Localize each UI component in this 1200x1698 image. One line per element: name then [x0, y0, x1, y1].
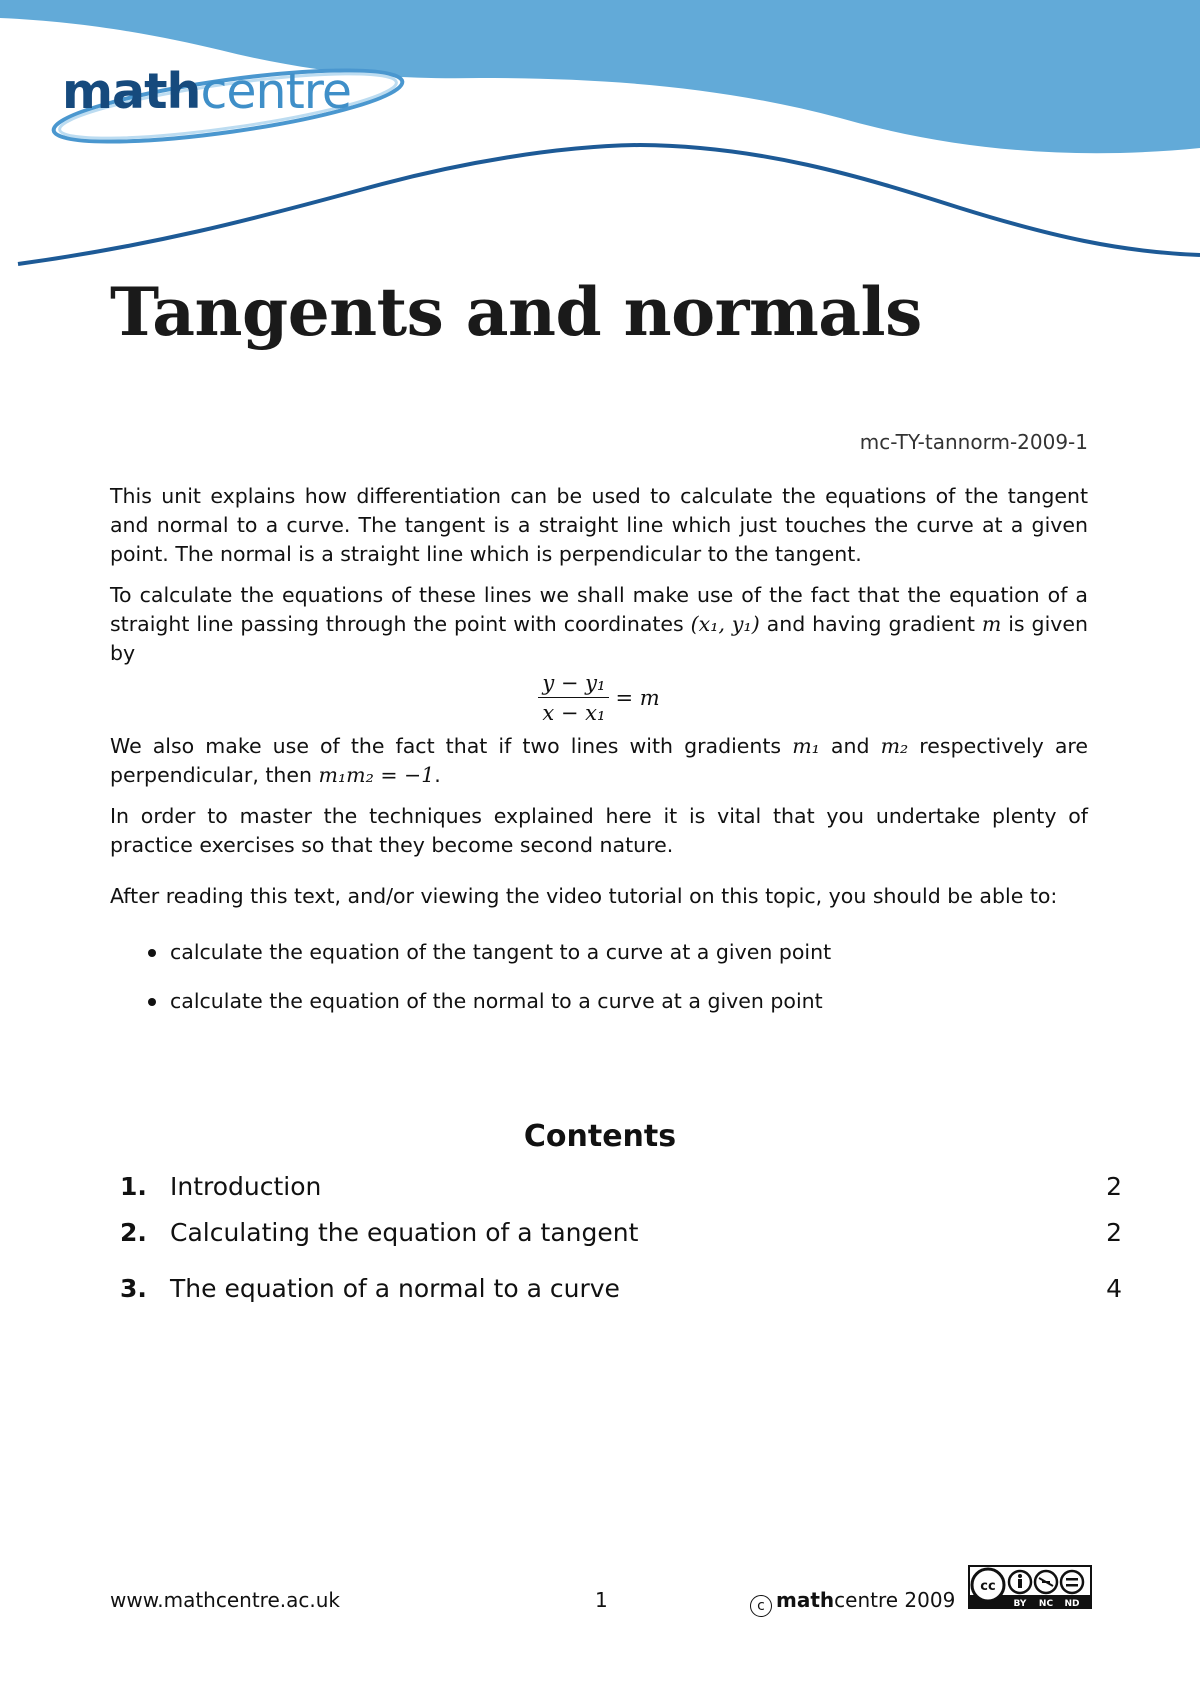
introduction-text [110, 482, 1088, 1037]
paragraph-straight-line [110, 581, 1088, 668]
text-segment: . [434, 763, 441, 787]
text-segment: respectively are perpendicular, then [110, 734, 1088, 787]
license-label: NC [1038, 1599, 1054, 1609]
mathcentre-logo [62, 62, 351, 122]
table-of-contents [120, 1172, 1122, 1320]
logo-math-text: math [62, 63, 201, 120]
toc-title[interactable]: Introduction [170, 1172, 322, 1201]
list-item: calculate the equation of the tangent to a curve at a given point [148, 939, 1088, 966]
formula-denominator: x − x₁ [542, 701, 606, 725]
contents-heading: Contents [523, 1119, 677, 1154]
line-equation-formula [110, 670, 1088, 726]
toc-entry-tangent[interactable] [120, 1218, 1122, 1264]
toc-number: 1. [120, 1172, 147, 1201]
text-segment: and [819, 734, 881, 758]
document-code: mc-TY-tannorm-2009-1 [859, 430, 1088, 454]
license-label: ND [1064, 1599, 1080, 1609]
perpendicular-equation: m₁m₂ = −1 [318, 763, 435, 787]
formula-rhs: = m [615, 685, 660, 710]
toc-number: 2. [120, 1218, 147, 1247]
text-segment: We also make use of the fact that if two lines with gradients [110, 734, 793, 758]
footer-website-link[interactable]: www.mathcentre.ac.uk [110, 1588, 340, 1612]
license-label: BY [1013, 1599, 1027, 1609]
logo-centre-text: centre [200, 63, 352, 120]
toc-page: 2 [1106, 1218, 1122, 1247]
banner-curve-line [18, 145, 1200, 264]
text-segment: is given by [110, 612, 1089, 665]
svg-text:cc: cc [980, 1579, 996, 1594]
paragraph-objectives-lead: After reading this text, and/or viewing the video tutorial on this topic, you should be able to: [110, 884, 1058, 908]
text-segment: and having gradient [759, 612, 982, 636]
gradient-m1: m₁ [792, 734, 820, 758]
page-title: Tangents and normals [110, 273, 922, 351]
footer-page-number: 1 [595, 1588, 608, 1612]
formula-fraction [538, 670, 609, 726]
cc-by-nc-nd-icon[interactable] [968, 1565, 1092, 1609]
formula-numerator: y − y₁ [538, 670, 609, 698]
paragraph-perpendicular [110, 732, 1088, 790]
footer-copyright [750, 1588, 955, 1617]
copyright-icon: c [750, 1595, 772, 1617]
paragraph-practice: In order to master the techniques explained here it is vital that you undertake plenty of practice exercises so that they become second nature. [110, 804, 1088, 857]
toc-number: 3. [120, 1274, 147, 1303]
point-coordinates: (x₁, y₁) [690, 612, 760, 636]
text-segment: To calculate the equations of these lines we shall make use of the fact that the equation of a straight line passing through the point with coordinates [110, 583, 1088, 636]
toc-title[interactable]: The equation of a normal to a curve [170, 1274, 620, 1303]
toc-page: 4 [1106, 1274, 1122, 1303]
gradient-symbol: m [981, 612, 1002, 636]
footer-year: 2009 [898, 1588, 956, 1612]
toc-entry-normal[interactable] [120, 1274, 1122, 1320]
footer-brand-light: centre [834, 1588, 899, 1612]
gradient-m2: m₂ [880, 734, 909, 758]
footer-brand-bold: math [776, 1588, 835, 1612]
paragraph-intro: This unit explains how differentiation can be used to calculate the equations of the tangent and normal to a curve. The tangent is a straight line which just touches the curve at a given point. The normal is a straight line which is perpendicular to the tangent. [110, 484, 1088, 566]
toc-entry-introduction[interactable] [120, 1172, 1122, 1218]
objectives-list [110, 939, 1088, 1015]
toc-title[interactable]: Calculating the equation of a tangent [170, 1218, 639, 1247]
toc-page: 2 [1106, 1172, 1122, 1201]
list-item: calculate the equation of the normal to a curve at a given point [148, 988, 1088, 1015]
